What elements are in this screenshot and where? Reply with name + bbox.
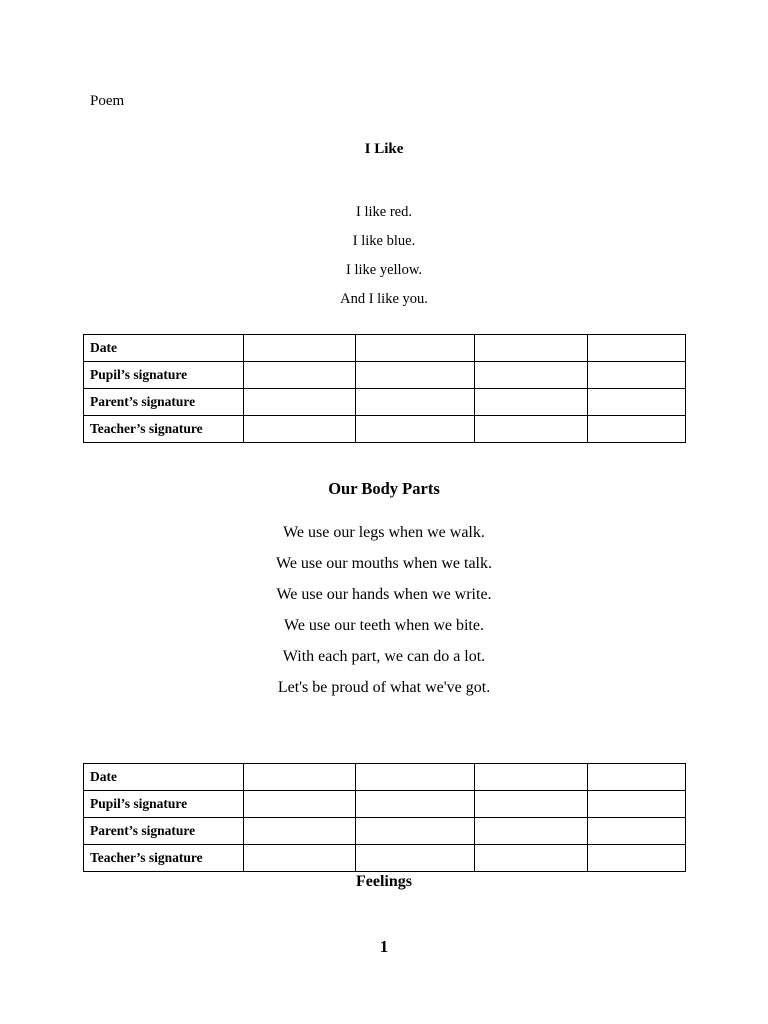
row-label-teacher-signature: Teacher’s signature [84,416,244,443]
signature-cell[interactable] [244,389,356,416]
row-label-parent-signature: Parent’s signature [84,389,244,416]
signature-cell[interactable] [244,791,356,818]
signature-cell[interactable] [244,764,356,791]
poem-title-feelings: Feelings [356,873,412,890]
signature-cell[interactable] [356,791,475,818]
signature-cell[interactable] [244,416,356,443]
poem-line: We use our mouths when we talk. [276,555,492,572]
poem-line: And I like you. [340,291,428,307]
poem-line: We use our legs when we walk. [283,524,485,541]
table-row [84,764,686,791]
row-label-teacher-signature: Teacher’s signature [84,845,244,872]
row-label-pupil-signature: Pupil’s signature [84,362,244,389]
signature-cell[interactable] [475,416,588,443]
signature-cell[interactable] [475,389,588,416]
poem-line: Let's be proud of what we've got. [277,679,491,696]
poem-line: We use our hands when we write. [276,586,492,603]
signature-cell[interactable] [244,335,356,362]
table-row [84,416,686,443]
poem-body-body-parts [0,517,768,703]
poem-line: I like blue. [352,233,416,249]
table-row [84,389,686,416]
poem-body-i-like [0,198,768,314]
row-label-parent-signature: Parent’s signature [84,818,244,845]
signature-cell[interactable] [475,818,588,845]
signature-cell[interactable] [356,818,475,845]
poem-line: With each part, we can do a lot. [282,648,486,665]
section-label: Poem [90,93,125,109]
signature-cell[interactable] [244,818,356,845]
table-row [84,818,686,845]
signature-cell[interactable] [588,845,686,872]
signature-cell[interactable] [588,416,686,443]
poem-title-body-parts: Our Body Parts [328,479,440,498]
table-row [84,791,686,818]
signature-cell[interactable] [475,335,588,362]
signature-cell[interactable] [475,845,588,872]
signature-cell[interactable] [356,362,475,389]
signature-cell[interactable] [588,818,686,845]
signature-cell[interactable] [588,764,686,791]
signature-cell[interactable] [588,335,686,362]
table-row [84,335,686,362]
signature-cell[interactable] [588,791,686,818]
signature-cell[interactable] [588,389,686,416]
table-row [84,845,686,872]
signature-cell[interactable] [356,416,475,443]
poem-title-i-like: I Like [364,141,404,157]
signature-cell[interactable] [356,764,475,791]
signature-cell[interactable] [588,362,686,389]
signature-table-1 [83,334,686,443]
page-number: 1 [379,937,389,956]
signature-cell[interactable] [244,845,356,872]
row-label-pupil-signature: Pupil’s signature [84,791,244,818]
signature-cell[interactable] [356,389,475,416]
signature-cell[interactable] [356,335,475,362]
signature-cell[interactable] [475,791,588,818]
signature-cell[interactable] [475,362,588,389]
signature-cell[interactable] [356,845,475,872]
poem-line: I like red. [356,204,412,220]
signature-table-2 [83,763,686,872]
signature-cell[interactable] [475,764,588,791]
table-row [84,362,686,389]
signature-cell[interactable] [244,362,356,389]
poem-line: I like yellow. [346,262,422,278]
poem-line: We use our teeth when we bite. [284,617,484,634]
row-label-date: Date [84,764,244,791]
row-label-date: Date [84,335,244,362]
